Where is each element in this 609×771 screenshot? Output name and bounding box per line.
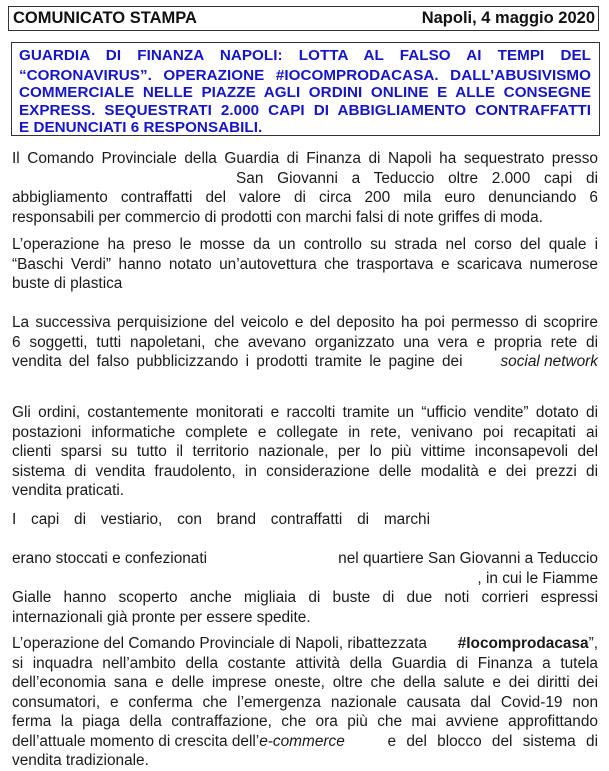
- text-line: [12, 732, 598, 752]
- place-date: Napoli, 4 maggio 2020: [421, 9, 595, 27]
- text-segment: L’operazione del Comando Provinciale di Napoli, ribattezzata: [12, 635, 427, 652]
- text-line: [12, 169, 598, 189]
- text-line: postazioni informatiche complete e collegate in rete, venivano poi recapitati ai: [12, 423, 598, 441]
- text-line: vendita tradizionale.: [12, 752, 149, 769]
- text-line: consumatori, e conferma che l’emergenza nazionale causata dal Covid-19 non: [12, 693, 598, 711]
- text-line: vendita praticati.: [12, 482, 125, 499]
- document-type-label: COMUNICATO STAMPA: [13, 9, 197, 27]
- paragraph-storage: [12, 549, 598, 627]
- text-line: Gli ordini, costantemente monitorati e raccolti tramite un “ufficio vendite” dotato di: [12, 404, 598, 421]
- headline-line: GUARDIA DI FINANZA NAPOLI: LOTTA AL FALSO AI TEMPI DEL: [19, 47, 591, 64]
- paragraph-orders: [12, 403, 598, 501]
- text-line: San Giovanni a Teduccio oltre 2.000 capi di: [236, 169, 598, 187]
- paragraph-clothing: [12, 510, 598, 530]
- text-line: buste di plastica: [12, 275, 123, 292]
- text-segment: ”,: [588, 635, 598, 652]
- text-line: si inquadra nell’ambito della costante attività della Guardia di Finanza a tutela: [12, 654, 598, 672]
- text-segment: erano stoccati e confezionati: [12, 550, 208, 567]
- text-line: abbigliamento contraffatti del valore di circa 200 mila euro denunciando 6: [12, 189, 598, 206]
- headline-line: “CORONAVIRUS”. OPERAZIONE #IOCOMPRODACASA. DALL’ABUSIVISMO: [19, 66, 591, 84]
- headline-box: [11, 42, 600, 136]
- headline-line: E DENUNCIATI 6 RESPONSABILI.: [19, 119, 263, 137]
- text-line: sistema di vendita fraudolento, in considerazione delle modalità e dei prezzi di: [12, 462, 598, 480]
- text-segment: dell’attuale momento di crescita dell’: [12, 732, 260, 750]
- text-line: [12, 510, 430, 530]
- hashtag: #Iocomprodacasa: [457, 635, 589, 652]
- text-segment: nel quartiere San Giovanni a Teduccio: [338, 550, 598, 567]
- italic-term: social network: [500, 353, 598, 370]
- text-line: L’operazione ha preso le mosse da un controllo su strada nel corso del quale i: [12, 236, 598, 253]
- text-line: dell’economia sana e delle imprese oneste, oltre che della salute e dei diritti dei: [12, 674, 598, 691]
- text-segment: [12, 732, 345, 752]
- headline-line: EXPRESS. SEQUESTRATI 2.000 CAPI DI ABBIGLIAMENTO CONTRAFFATTI: [19, 101, 591, 119]
- text-line: Gialle hanno scoperto anche migliaia di buste di due noti corrieri espressi: [12, 589, 598, 606]
- text-line: I capi di vestiario, con brand contraffatti di marchi: [12, 511, 430, 528]
- text-line: 6 soggetti, tutti napoletani, che avevano organizzato una vera e propria rete di: [12, 333, 598, 351]
- text-line: , in cui le Fiamme: [477, 569, 598, 587]
- text-line: [12, 549, 598, 569]
- text-line: “Baschi Verdi” hanno notato un’autovettura che trasportava e scaricava numerose: [12, 255, 598, 273]
- text-segment: [458, 634, 598, 654]
- text-segment: e del blocco del sistema di: [387, 732, 598, 750]
- text-line: internazionali già pronte per essere spedite.: [12, 608, 311, 626]
- text-line: clienti sparsi su tutto il territorio nazionale, per lo più vittime inconsapevoli del: [12, 443, 598, 460]
- italic-term: e-commerce: [259, 732, 345, 750]
- paragraph-operation-start: [12, 235, 598, 294]
- text-line: responsabili per commercio di prodotti con marchi falsi di note griffes di moda.: [12, 208, 543, 226]
- headline-line: COMMERCIALE NELLE PIAZZE AGLI ORDINI ONLINE E ALLE CONSEGNE: [19, 84, 591, 102]
- text-line: [12, 634, 598, 654]
- press-release-header: [8, 6, 599, 31]
- paragraph-search: [12, 313, 598, 372]
- text-segment: vendita del falso pubblicizzando i prodotti tramite le pagine dei: [12, 353, 463, 370]
- paragraph-conclusion: [12, 634, 598, 771]
- text-line: La successiva perquisizione del veicolo e del deposito ha poi permesso di scoprire: [12, 314, 598, 331]
- text-line: [12, 352, 598, 372]
- text-line: ferma la piaga della contraffazione, che ora più che mai avviene approfittando: [12, 713, 598, 730]
- text-line: Il Comando Provinciale della Guardia di Finanza di Napoli ha sequestrato presso: [12, 150, 598, 167]
- paragraph-seizure: [12, 149, 598, 227]
